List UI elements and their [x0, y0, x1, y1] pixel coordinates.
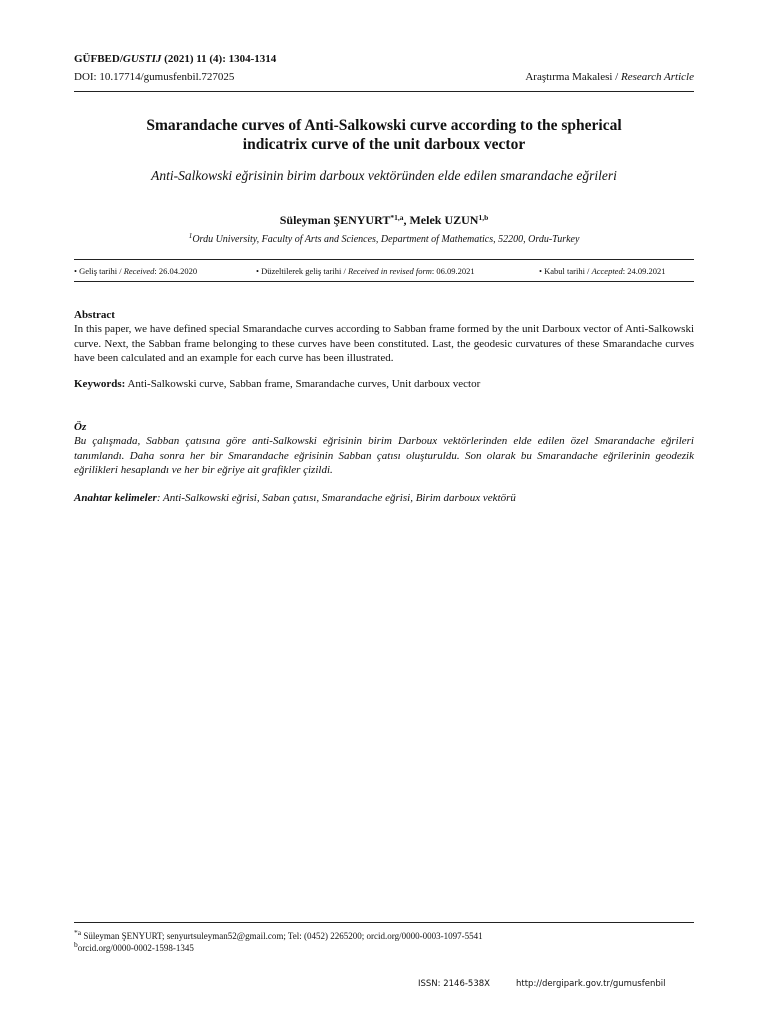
- affiliation-sup: 1: [188, 231, 193, 240]
- author-2-sup: 1,b: [478, 213, 489, 222]
- journal-citation: [74, 52, 694, 66]
- received-label-tr: • Geliş tarihi /: [74, 266, 124, 276]
- oz-heading: Öz: [74, 421, 87, 433]
- volume-info: (2021) 11 (4): 1304-1314: [161, 53, 277, 65]
- revised-date: [256, 265, 475, 277]
- abstract-body: In this paper, we have defined special Smarandache curves according to Sabban frame formed by the unit Darboux vector of Anti-Salkowski curve. Next, the Sabban frame belonging to these curves have been constituted. Last, the geodesic curvatures of these Smarandache curves have been calculated and an example for each curve has been illustrated.: [74, 323, 694, 364]
- author-2: Melek UZUN: [409, 213, 479, 227]
- issn: ISSN: 2146-538X: [418, 979, 490, 989]
- abstract-heading: Abstract: [74, 309, 115, 321]
- header-divider: [74, 91, 694, 92]
- received-label-en: Received: [123, 266, 155, 276]
- oz-body: Bu çalışmada, Sabban çatısına göre anti-Salkowski eğrisinin birim Darboux vektörlerinden elde edilen özel Smarandache eğrileri tanımlandı. Daha sonra her bir Smarandache eğrisinin Sabban çatısı oluşturuldu. Son olarak bu Smarandache eğrilerinin geodezik eğrilikleri hesaplandı ve her bir eğriye ait grafikler çizildi.: [74, 435, 694, 476]
- footnote: [74, 930, 694, 954]
- accepted-label-tr: • Kabul tarihi /: [539, 266, 592, 276]
- anahtar-kelimeler-label: Anahtar kelimeler: [74, 492, 157, 504]
- journal-abbrev: GUSTIJ: [122, 53, 162, 65]
- dates-bottom-divider: [74, 281, 694, 282]
- journal-prefix: GÜFBED/: [74, 53, 123, 65]
- received-date: [74, 265, 197, 277]
- anahtar-kelimeler: [74, 491, 694, 505]
- accepted-label-en: Accepted: [591, 266, 623, 276]
- footnote-2-sup: b: [74, 940, 78, 949]
- footnote-divider: [74, 922, 694, 923]
- journal-header: [74, 52, 694, 84]
- keywords: [74, 377, 694, 391]
- article-type-en: Research Article: [620, 71, 694, 83]
- keywords-label: Keywords:: [74, 378, 126, 390]
- title-line-1: Smarandache curves of Anti-Salkowski curve according to the spherical: [146, 117, 622, 134]
- title-line-2: indicatrix curve of the unit darboux vector: [242, 136, 526, 153]
- article-type-tr: Araştırma Makalesi /: [525, 71, 621, 83]
- keywords-text: Anti-Salkowski curve, Sabban frame, Smarandache curves, Unit darboux vector: [125, 378, 481, 390]
- revised-value: : 06.09.2021: [431, 266, 475, 276]
- journal-url[interactable]: http://dergipark.gov.tr/gumusfenbil: [516, 979, 666, 989]
- footnote-1-sup: *a: [74, 928, 82, 937]
- footnote-line-2: [74, 942, 694, 954]
- paper-title: [74, 116, 694, 154]
- paper-subtitle: Anti-Salkowski eğrisinin birim darboux vektöründen elde edilen smarandache eğrileri: [151, 168, 617, 183]
- dates-top-divider: [74, 259, 694, 260]
- footnote-line-1: [74, 930, 694, 942]
- author-separator: ,: [403, 213, 410, 227]
- author-1: Süleyman ŞENYURT: [279, 213, 391, 227]
- accepted-date: [539, 265, 665, 277]
- accepted-value: : 24.09.2021: [622, 266, 666, 276]
- revised-label-en: Received in revised form: [347, 266, 432, 276]
- author-1-sup: *1,a: [390, 213, 404, 222]
- anahtar-kelimeler-text: : Anti-Salkowski eğrisi, Saban çatısı, Smarandache eğrisi, Birim darboux vektörü: [156, 492, 516, 504]
- received-value: : 26.04.2020: [154, 266, 198, 276]
- article-type: [525, 70, 694, 84]
- affiliation: [74, 233, 694, 246]
- footnote-1-text: Süleyman ŞENYURT; senyurtsuleyman52@gmail.com; Tel: (0452) 2265200; orcid.org/0000-0003-1097-5541: [81, 931, 483, 941]
- author-list: [74, 212, 694, 228]
- affiliation-text: Ordu University, Faculty of Arts and Sciences, Department of Mathematics, 52200, Ordu-Turkey: [192, 234, 580, 245]
- footnote-2-text: orcid.org/0000-0002-1598-1345: [77, 943, 194, 953]
- revised-label-tr: • Düzeltilerek geliş tarihi /: [256, 266, 348, 276]
- doi: DOI: 10.17714/gumusfenbil.727025: [74, 71, 235, 83]
